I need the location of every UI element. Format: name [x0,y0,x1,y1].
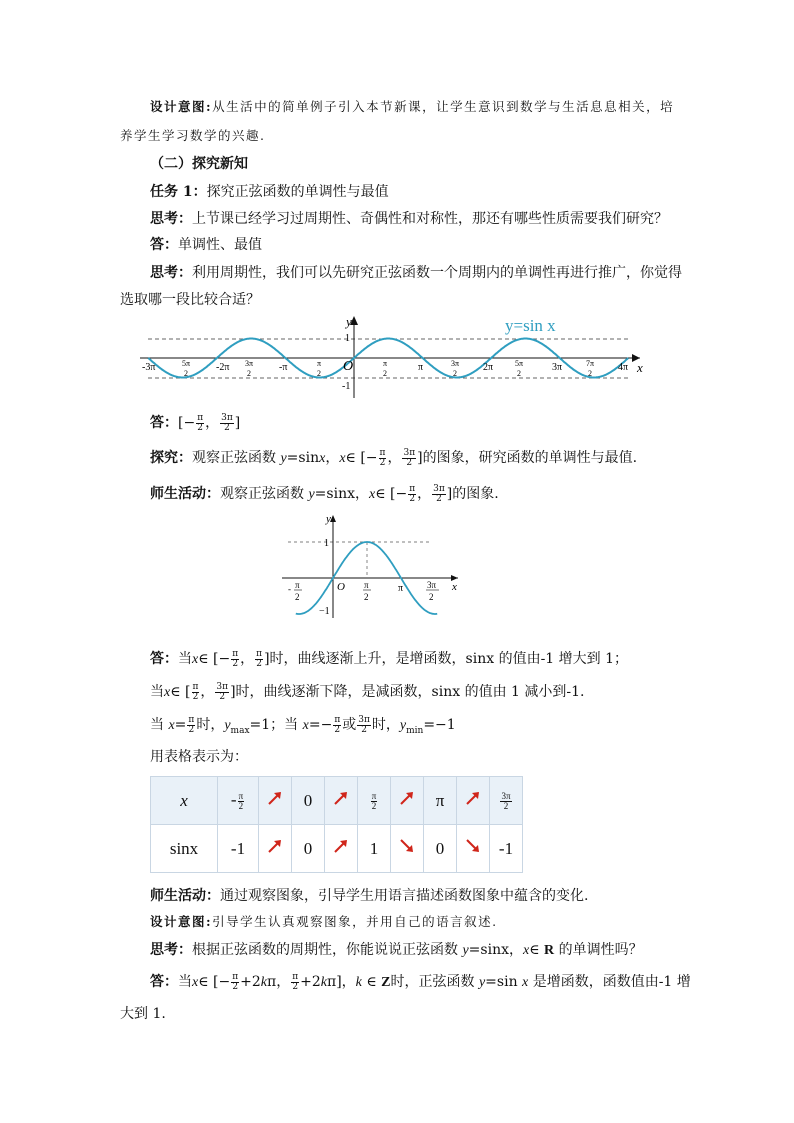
text: 当 [150,684,164,700]
y-axis-arrow [330,515,336,522]
explore-label: 探究： [150,450,192,466]
text: ∈ [− [198,651,231,667]
denominator: 2 [256,658,262,669]
numerator: π [197,412,204,423]
separator: ， [240,651,255,667]
fraction [215,683,229,702]
design-intent-text: 从生活中的简单例子引入本节新课，让学生意识到数学与生活息息相关，培 [212,99,675,114]
cell-text: sinx [169,838,199,858]
tick-label: -2π [216,362,230,373]
text: ∈ [− [375,486,408,502]
denominator: 2 [192,691,199,702]
var-x: x [339,451,346,466]
tick-label: 2 [588,369,592,378]
answer-label: 答： [150,974,178,990]
text: =sin [485,974,523,990]
table-intro: 用表格表示为： [150,749,248,765]
table-cell [391,777,424,825]
task-1 [150,181,389,201]
tick-label: 2 [383,369,387,378]
design-intent-label: 设计意图: [150,99,213,114]
denominator: 2 [219,691,226,702]
sine-period-graph [282,510,462,620]
line-decreasing [150,681,584,702]
numerator: π [232,648,239,659]
cell-text: x [180,790,188,810]
denominator: 2 [238,800,244,811]
numerator: π [379,447,386,458]
tick-label: π [364,580,369,590]
var-x: x [192,975,199,990]
subscript: max [230,725,250,736]
cell-text: -1 [498,838,514,858]
denominator: 2 [503,800,509,811]
fraction [231,650,239,669]
answer-3 [150,648,628,669]
table-cell [218,825,259,873]
text: +2 [300,974,321,990]
denominator: 2 [188,724,195,735]
fraction [357,716,371,735]
fraction [238,792,245,811]
var-x: x [168,718,175,733]
tick-label: 5π [182,359,191,368]
numerator: π [409,483,416,494]
var-k: k [320,975,327,990]
think-label: 思考： [150,265,192,281]
teacher-activity-1 [150,483,499,504]
fraction [333,716,341,735]
increase-arrow-icon [267,838,283,859]
tick-label: -3π [142,362,156,373]
think-text: 利用周期性，我们可以先研究正弦函数一个周期内的单调性再进行推广，你觉得 [192,265,682,281]
answer-4-cont: 大到 1. [120,1006,166,1022]
table-cell [490,777,523,825]
separator: ， [200,684,215,700]
tick-label: 5π [515,359,524,368]
text: 观察正弦函数 [220,486,309,502]
teacher-label: 师生活动： [150,486,220,502]
fraction [196,414,204,433]
separator: ， [205,415,220,431]
fraction [402,449,416,468]
bracket: ] [234,415,241,431]
tick-label: 4π [618,362,629,373]
table-cell [259,777,292,825]
tick-label: π [383,359,388,368]
separator: ， [417,486,432,502]
separator: ， [387,450,402,466]
text: 是增函数，函数值由-1 增 [528,974,691,990]
var-k: k [355,975,362,990]
table-cell [218,777,259,825]
design-intent-2 [150,912,498,930]
text: ]时，曲线逐渐下降，是减函数，sinx 的值由 1 减小到-1. [230,684,585,700]
denominator: 2 [371,800,377,811]
increase-arrow-icon [267,790,283,811]
graph1-tick-labels [142,359,628,378]
tick-label: 3π [245,359,254,368]
table-cell [424,825,457,873]
text: 当 [178,974,192,990]
text: 当 [150,717,169,733]
numerator: 3π [403,447,416,458]
fraction [291,973,299,992]
fraction [192,683,200,702]
think-1 [150,208,668,228]
var-y: y [224,718,231,733]
numerator: π [188,714,195,725]
denominator: 2 [334,724,341,735]
var-y: y [462,943,469,958]
table-cell [457,777,490,825]
var-x: x [368,487,376,502]
graph1-xlabel: x [637,360,643,375]
tick-label: 3π [427,580,437,590]
denominator: 2 [379,457,386,468]
text: π， [267,974,291,990]
graph1-origin: O [343,359,354,374]
graph1-ylabel: y [346,314,352,329]
teacher-activity-2 [150,885,588,905]
text: =sinx， [468,942,523,958]
table-cell [151,825,218,873]
decrease-arrow-icon [465,838,481,859]
answer-text: 单调性、最值 [178,237,262,253]
text: 时，正弦函数 [390,974,479,990]
fraction [500,792,511,811]
tick-label: 2π [483,362,494,373]
table-cell [151,777,218,825]
tick-label: π [398,583,404,594]
var-x: x [522,943,530,958]
text: 根据正弦函数的周期性，你能说说正弦函数 [192,942,463,958]
bracket: [− [178,415,196,431]
section-heading: （二）探究新知 [150,156,248,172]
numerator: 3π [221,412,233,423]
text: 的单调性吗？ [554,942,643,958]
numerator: 3π [433,483,445,494]
think-3 [150,939,643,959]
denominator: 2 [361,724,367,735]
fraction [220,414,234,433]
design-intent-1 [150,97,674,115]
table-row [151,825,523,873]
cell-text: 0 [303,790,313,810]
tick-label: 3π [552,362,563,373]
text: 当 [178,651,192,667]
text: 观察正弦函数 [192,450,281,466]
think-label: 思考： [150,942,192,958]
think-2-cont: 选取哪一段比较合适？ [120,292,260,308]
text: 通过观察图象，引导学生用语言描述函数图象中蕴含的变化. [220,888,589,904]
fraction [231,973,239,992]
answer-2 [150,412,240,433]
numerator: π [371,790,377,801]
tick-label: 2 [247,369,251,378]
set-R: R [544,943,555,958]
tick-label: 2 [317,369,321,378]
fraction [379,449,387,468]
tick-label: -π [279,362,288,373]
think-label: 思考： [150,211,192,227]
table-cell [391,825,424,873]
denominator: 2 [224,422,230,433]
fraction [408,485,416,504]
numerator: π [192,681,199,692]
tick-label: 7π [586,359,595,368]
var-x: x [164,685,171,700]
numerator: 3π [358,714,370,725]
text: ]的图象. [446,486,499,502]
line-extrema [150,714,456,736]
numerator: π [292,971,299,982]
decrease-arrow-icon [399,838,415,859]
teacher-label: 师生活动： [150,888,220,904]
design-intent-label: 设计意图: [150,914,213,929]
denominator: 2 [406,457,413,468]
graph1-ym1: -1 [342,381,351,392]
sine-wave-graph [140,312,660,398]
think-text: 上节课已经学习过周期性、奇偶性和对称性，那还有哪些性质需要我们研究？ [192,211,668,227]
answer-label: 答： [150,237,178,253]
table-cell [424,777,457,825]
graph1-title: y=sin x [505,316,556,335]
text: 或 [342,717,357,733]
text: 时， [371,717,400,733]
graph2-ym1: −1 [319,606,330,617]
fraction [187,716,195,735]
var-x: x [522,975,529,990]
answer-label: 答： [150,651,178,667]
text: =sin [286,450,320,466]
graph2-origin: O [337,581,345,593]
table-cell [457,825,490,873]
denominator: 2 [292,981,299,992]
answer-label: 答： [150,415,178,431]
table-cell [259,825,292,873]
text: ]时，曲线逐渐上升，是增函数，sinx 的值由-1 增大到 1； [264,651,629,667]
cell-text: - [230,790,237,810]
tick-label: 2 [453,369,457,378]
numerator: 3π [216,681,229,692]
explore [150,447,637,468]
text: 时， [196,717,225,733]
var-y: y [308,487,315,502]
graph1-y1: 1 [345,333,350,344]
text: =− [308,717,333,733]
denominator: 2 [232,981,239,992]
cell-text: π [435,790,445,810]
tick-label: 2 [429,592,434,602]
text: ∈ [529,942,545,958]
think-2 [150,262,682,282]
numerator: π [256,648,263,659]
numerator: π [232,971,239,982]
tick-label: π [295,580,300,590]
text: π]， [327,974,356,990]
increase-arrow-icon [333,838,349,859]
graph2-y1: 1 [324,538,329,549]
cell-text: 0 [435,838,445,858]
denominator: 2 [409,493,416,504]
fraction [255,650,263,669]
table-cell [358,777,391,825]
set-Z: Z [381,975,391,990]
cell-text: -1 [230,838,246,858]
design-intent-text: 引导学生认真观察图象，并用自己的语言叙述. [212,914,498,929]
monotonicity-table [150,776,523,873]
task-text: 探究正弦函数的单调性与最值 [206,184,389,200]
var-y: y [478,975,486,990]
table-cell [325,825,358,873]
var-y: y [399,718,407,733]
increase-arrow-icon [333,790,349,811]
table-cell [490,825,523,873]
var-x: x [192,652,199,667]
var-x: x [302,718,309,733]
fraction [371,792,378,811]
tick-label: 2 [364,592,369,602]
design-intent-1-cont: 养学生学习数学的兴趣. [120,128,266,143]
text: ∈ [ [170,684,191,700]
text: ∈ [− [345,450,378,466]
tick-label: 3π [451,359,460,368]
var-y: y [280,451,287,466]
text: ， [325,450,340,466]
denominator: 2 [197,422,204,433]
numerator: π [238,790,244,801]
var-x: x [319,451,326,466]
text: ∈ [361,974,382,990]
graph2-ylabel: y [326,513,331,525]
cell-text: 0 [303,838,313,858]
tick-label: 2 [295,592,300,602]
graph2-xlabel: x [452,581,457,593]
tick-label: 2 [184,369,188,378]
tick-label: π [317,359,322,368]
text: ]的图象，研究函数的单调性与最值. [417,450,638,466]
table-cell [292,825,325,873]
tick-label: 2 [517,369,521,378]
text: +2 [240,974,261,990]
table-cell [292,777,325,825]
var-k: k [260,975,268,990]
text: =1；当 [249,717,303,733]
text: =sinx， [314,486,369,502]
table-cell [358,825,391,873]
cell-text: 1 [369,838,379,858]
tick-label: π [418,362,424,373]
increase-arrow-icon [465,790,481,811]
tick-label: - [288,584,291,594]
fraction [432,485,446,504]
denominator: 2 [232,658,239,669]
text: = [174,717,187,733]
text: ∈ [− [198,974,231,990]
task-label: 任务 1： [150,184,207,200]
table-cell [325,777,358,825]
subscript: min [406,725,424,736]
denominator: 2 [436,493,442,504]
increase-arrow-icon [399,790,415,811]
table-row [151,777,523,825]
text: =−1 [423,717,456,733]
answer-1 [150,234,262,254]
numerator: π [334,714,341,725]
answer-4 [150,971,691,992]
numerator: 3π [501,790,511,801]
